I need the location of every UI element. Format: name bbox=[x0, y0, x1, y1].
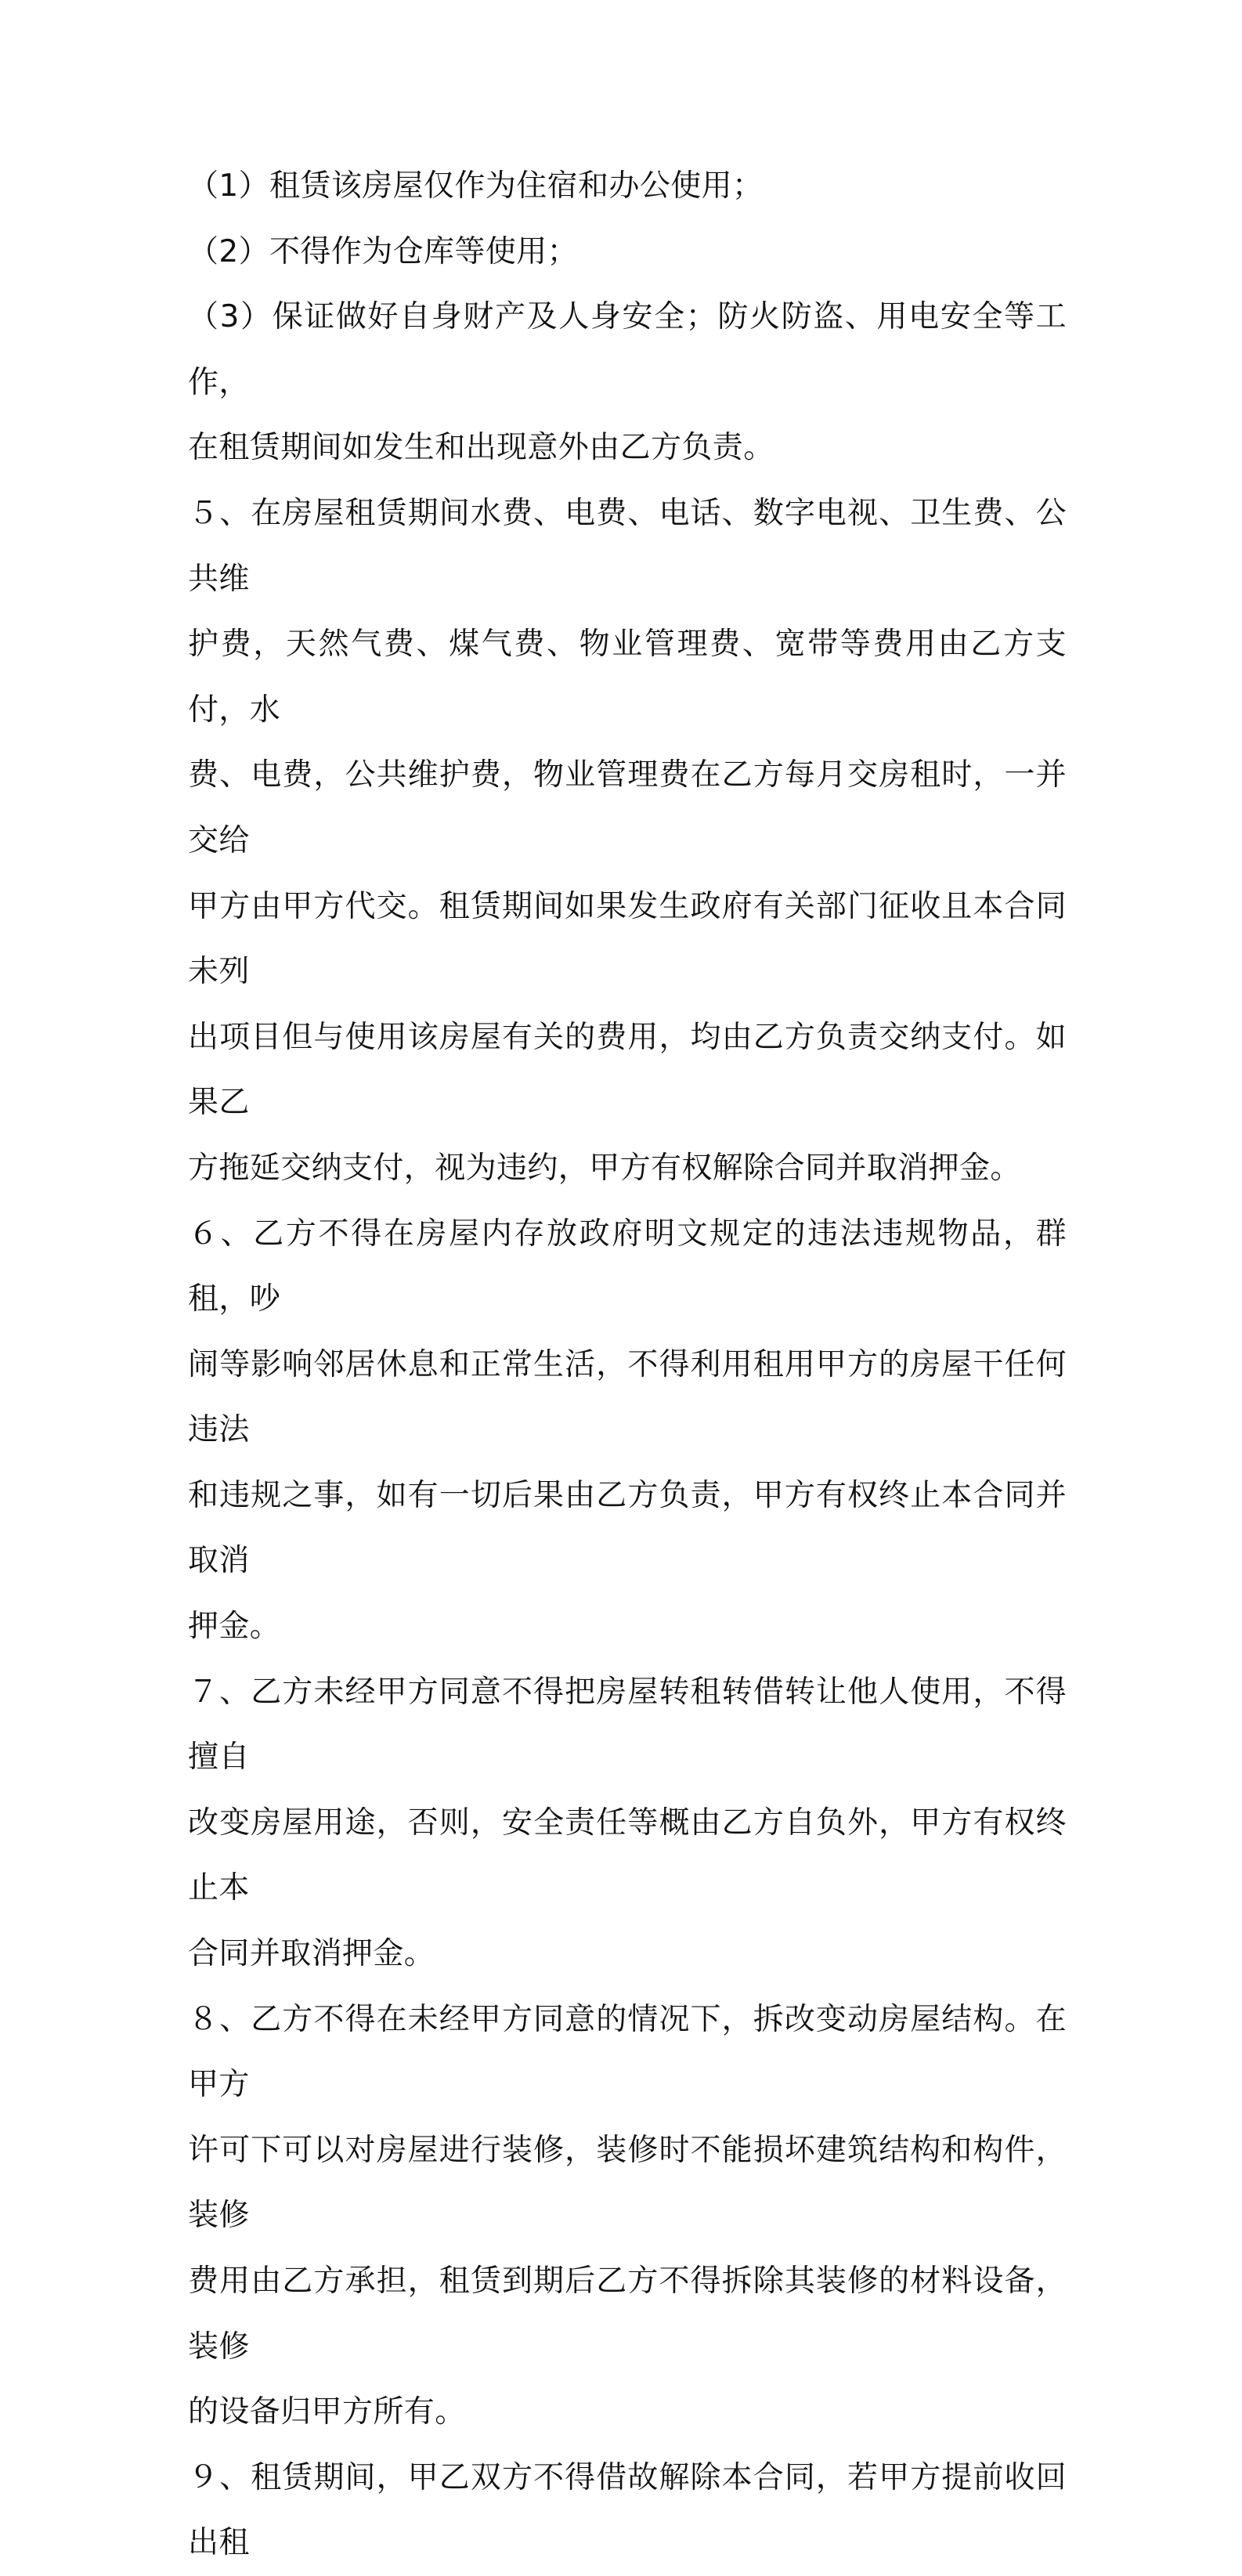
clause-6-line-3: 和违规之事，如有一切后果由乙方负责，甲方有权终止本合同并取消 bbox=[188, 1477, 1067, 1579]
clause-6-line-1: ６、乙方不得在房屋内存放政府明文规定的违法违规物品，群租，吵 bbox=[188, 1216, 1067, 1317]
clause-8-line-2: 许可下可以对房屋进行装修，装修时不能损坏建筑结构和构件，装修 bbox=[188, 2132, 1067, 2234]
clause-5-line-6: 方拖延交纳支付，视为违约，甲方有权解除合同并取消押金。 bbox=[188, 1150, 1021, 1186]
clause-8-line-4: 的设备归甲方所有。 bbox=[188, 2394, 466, 2430]
clause-5-line-4: 甲方由甲方代交。租赁期间如果发生政府有关部门征收且本合同未列 bbox=[188, 888, 1067, 990]
clause-4-item-2: （2）不得作为仓库等使用； bbox=[188, 233, 579, 269]
contract-text bbox=[188, 154, 1067, 2576]
clause-5-line-5: 出项目但与使用该房屋有关的费用，均由乙方负责交纳支付。如果乙 bbox=[188, 1019, 1067, 1121]
clause-4-item-1: （1）租赁该房屋仅作为住宿和办公使用； bbox=[188, 168, 764, 204]
clause-8-line-1: ８、乙方不得在未经甲方同意的情况下，拆改变动房屋结构。在甲方 bbox=[188, 2001, 1067, 2103]
clause-8-line-3: 费用由乙方承担，租赁到期后乙方不得拆除其装修的材料设备，装修 bbox=[188, 2263, 1067, 2365]
clause-7-line-1: ７、乙方未经甲方同意不得把房屋转租转借转让他人使用，不得擅自 bbox=[188, 1674, 1067, 1776]
clause-6-line-4: 押金。 bbox=[188, 1609, 281, 1645]
clause-5-line-1: ５、在房屋租赁期间水费、电费、电话、数字电视、卫生费、公共维 bbox=[188, 495, 1067, 597]
clause-5-line-3: 费、电费，公共维护费，物业管理费在乙方每月交房租时，一并交给 bbox=[188, 757, 1067, 858]
clause-6-line-2: 闹等影响邻居休息和正常生活，不得利用租用甲方的房屋干任何违法 bbox=[188, 1346, 1067, 1448]
clause-9-line-1: ９、租赁期间，甲乙双方不得借故解除本合同，若甲方提前收回出租 bbox=[188, 2459, 1067, 2561]
clause-4-item-3-line-1: （3）保证做好自身财产及人身安全；防火防盗、用电安全等工作， bbox=[188, 299, 1067, 400]
clause-4-item-3-line-2: 在租赁期间如发生和出现意外由乙方负责。 bbox=[188, 430, 774, 466]
clause-7-line-2: 改变房屋用途，否则，安全责任等概由乙方自负外，甲方有权终止本 bbox=[188, 1805, 1067, 1906]
clause-7-line-3: 合同并取消押金。 bbox=[188, 1936, 435, 1972]
clause-5-line-2: 护费，天然气费、煤气费、物业管理费、宽带等费用由乙方支付，水 bbox=[188, 627, 1067, 728]
